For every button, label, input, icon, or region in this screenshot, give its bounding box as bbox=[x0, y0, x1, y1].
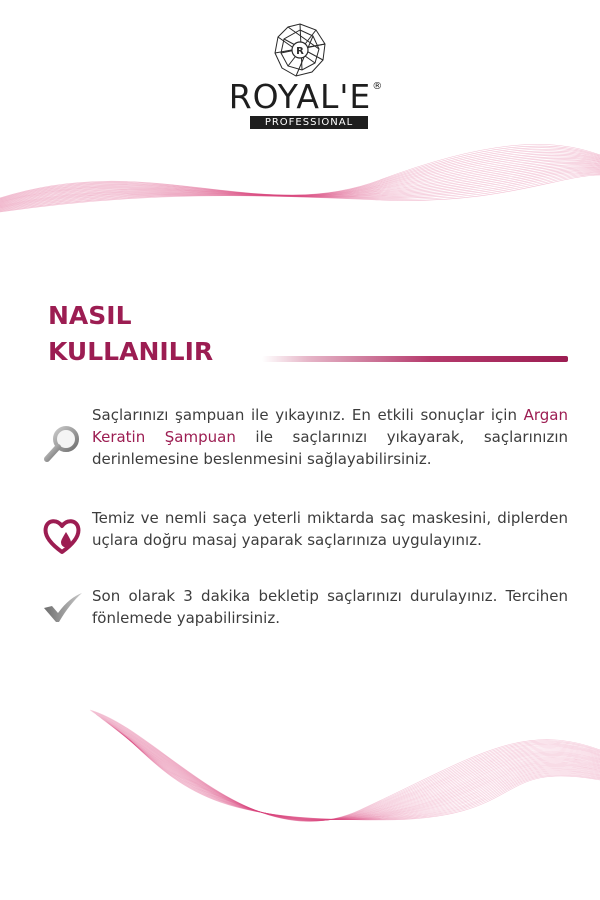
top-wave-decoration bbox=[0, 130, 600, 240]
section-title-line2: KULLANILIR bbox=[48, 337, 214, 366]
step-2-text: Temiz ve nemli saça yeterli miktarda saç maskesini, diplerden uçlara doğru masaj yaparak saçlarınıza uygulayınız. bbox=[92, 509, 568, 549]
heart-drop-icon bbox=[42, 516, 82, 556]
title-underline-rule bbox=[262, 356, 568, 362]
step-3-text: Son olarak 3 dakika bekletip saçlarınızı durulayınız. Tercihen fönlemede yapabilirsiniz. bbox=[92, 587, 568, 627]
section-title bbox=[48, 298, 213, 370]
product-link-argan-keratin: Argan Keratin Şampuan bbox=[92, 406, 568, 446]
svg-text:R: R bbox=[296, 46, 304, 57]
brand-logo bbox=[0, 22, 600, 129]
registered-mark: ® bbox=[372, 81, 384, 92]
section-title-line1: NASIL bbox=[48, 301, 132, 330]
gem-emblem-icon bbox=[272, 22, 328, 78]
checkmark-icon bbox=[42, 588, 84, 624]
brand-tagline: PROFESSIONAL bbox=[250, 116, 368, 129]
magnifier-icon bbox=[42, 424, 82, 464]
step-1-text: Saçlarınızı şampuan ile yıkayınız. En etkili sonuçlar için Argan Keratin Şampuan ile saçlarınızı yıkayarak, saçlarınızın derinlemesine beslenmesini sağlayabilirsiniz. bbox=[92, 406, 568, 468]
brand-name: ROYAL'E ® bbox=[228, 77, 384, 116]
bottom-wave-decoration bbox=[0, 690, 600, 870]
